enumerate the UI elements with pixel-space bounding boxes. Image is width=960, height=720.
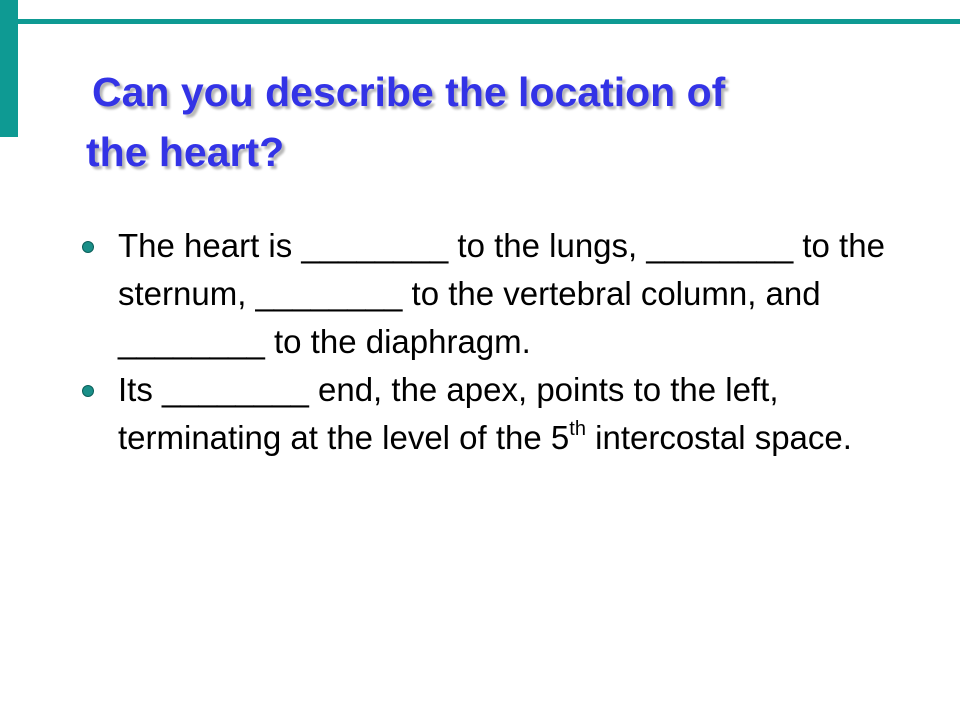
slide-title-line2: the heart? (86, 129, 285, 175)
ordinal-superscript: th (569, 418, 586, 440)
accent-bar-vertical (0, 0, 18, 137)
accent-bar-horizontal (18, 19, 960, 24)
slide-title-line1: Can you describe the location of (92, 69, 726, 115)
bullet-item (72, 222, 892, 366)
bullet-dot-icon (82, 385, 94, 397)
bullet-text-part: Its ________ end, the apex, points to the left, terminating at the level of the 5 (118, 371, 779, 456)
bullet-text (118, 371, 852, 456)
bullet-text: The heart is ________ to the lungs, ________ to the sternum, ________ to the vertebral column, and ________ to the diaphragm. (118, 227, 885, 360)
slide-title (62, 62, 922, 182)
bullet-item (72, 366, 892, 462)
bullet-list (72, 222, 892, 462)
bullet-dot-icon (82, 241, 94, 253)
bullet-text-part: intercostal space. (585, 419, 852, 456)
